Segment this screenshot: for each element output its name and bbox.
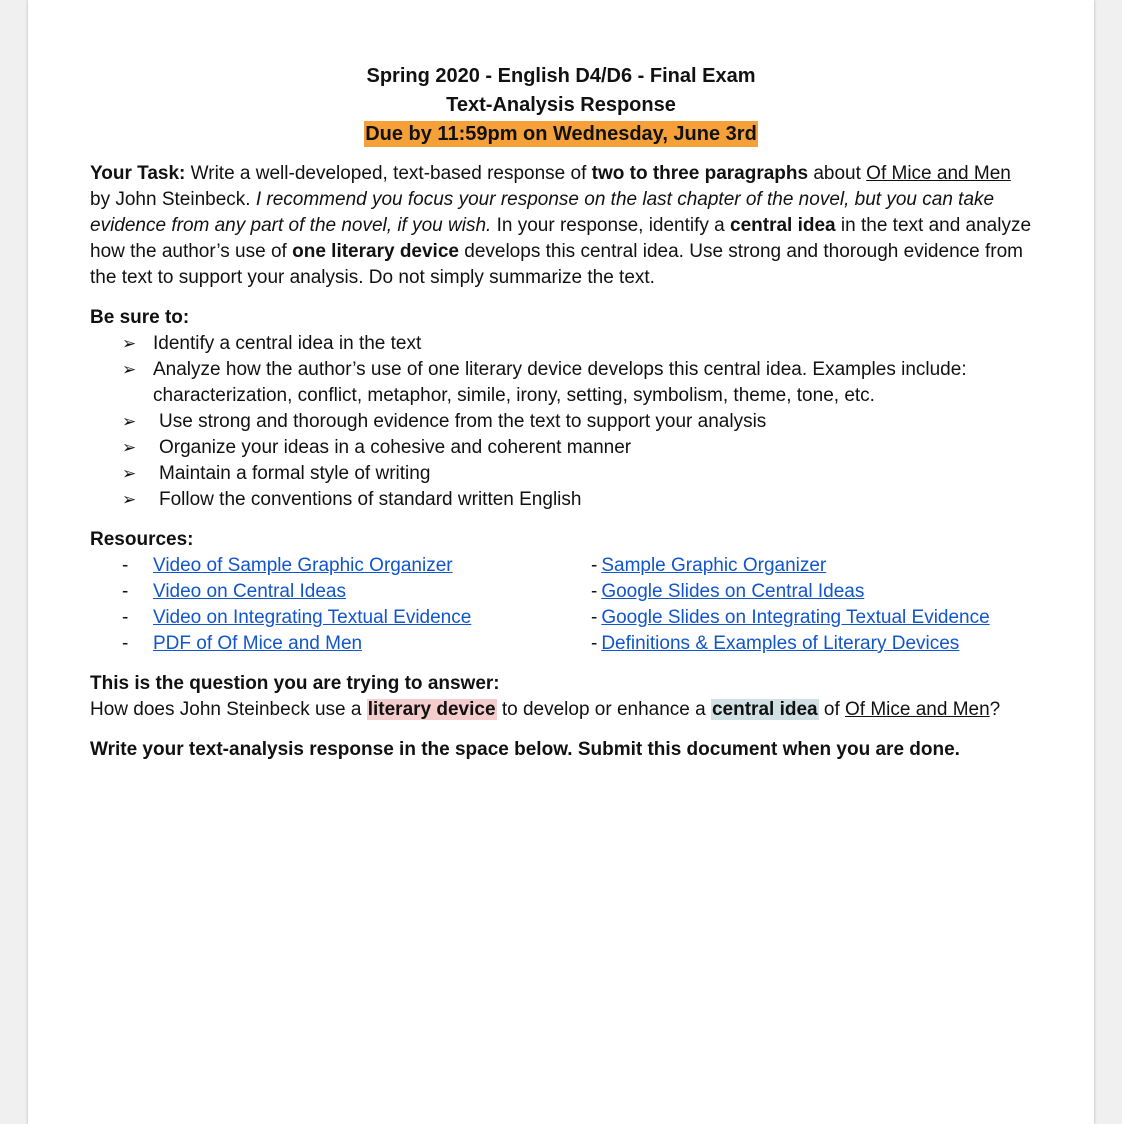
resource-item — [591, 579, 990, 605]
list-item — [90, 409, 1032, 435]
resource-link-slides-textual-evidence[interactable]: Google Slides on Integrating Textual Evidence — [601, 607, 990, 628]
resource-link-pdf-novel[interactable]: PDF of Of Mice and Men — [153, 633, 363, 654]
due-date-highlight: Due by 11:59pm on Wednesday, June 3rd — [365, 123, 757, 145]
highlight-literary-device: literary device — [367, 699, 496, 720]
resource-link-video-central-ideas[interactable]: Video on Central Ideas — [153, 581, 346, 602]
task-bold-literary-device: one literary device — [292, 241, 459, 262]
arrow-bullet-icon: ➢ — [122, 438, 137, 457]
title-block — [90, 62, 1032, 149]
question-heading: This is the question you are trying to answer: — [90, 673, 500, 694]
task-text: In your response, identify a — [491, 215, 731, 236]
dash-bullet: - — [591, 555, 598, 576]
be-sure-heading: Be sure to: — [90, 307, 190, 328]
resource-item — [90, 553, 591, 579]
book-title: Of Mice and Men — [866, 163, 1011, 184]
task-text: Write a well-developed, text-based response of — [185, 163, 592, 184]
dash-bullet: - — [591, 581, 598, 602]
list-item-text: Analyze how the author’s use of one literary device develops this central idea. Examples include: characterization, conflict, metaphor, simile, irony, setting, symbolism, theme, tone, etc. — [153, 359, 967, 406]
resource-item — [591, 631, 990, 657]
resource-item — [90, 605, 591, 631]
resource-link-video-sample-organizer[interactable]: Video of Sample Graphic Organizer — [153, 555, 453, 576]
task-paragraph — [90, 161, 1032, 291]
dash-bullet: - — [122, 581, 129, 602]
dash-bullet: - — [591, 607, 598, 628]
list-item — [90, 461, 1032, 487]
task-bold-central-idea: central idea — [730, 215, 836, 236]
list-item — [90, 487, 1032, 513]
task-text: about — [808, 163, 867, 184]
list-item — [90, 331, 1032, 357]
resources-list — [90, 553, 1032, 657]
list-item-text: Follow the conventions of standard written English — [159, 489, 582, 510]
dash-bullet: - — [591, 633, 598, 654]
question-text: to develop or enhance a — [496, 699, 711, 720]
task-label: Your Task: — [90, 163, 186, 184]
exam-subtitle: Text-Analysis Response — [446, 94, 676, 116]
resource-link-literary-devices[interactable]: Definitions & Examples of Literary Devices — [601, 633, 960, 654]
list-item-text: Organize your ideas in a cohesive and coherent manner — [159, 437, 632, 458]
list-item-text: Identify a central idea in the text — [153, 333, 422, 354]
resource-item — [90, 579, 591, 605]
resources-heading: Resources: — [90, 529, 194, 550]
task-text: by John Steinbeck. — [90, 189, 256, 210]
arrow-bullet-icon: ➢ — [122, 412, 137, 431]
resource-item — [591, 605, 990, 631]
list-item-text: Maintain a formal style of writing — [159, 463, 431, 484]
task-bold-paragraph-count: two to three paragraphs — [591, 163, 809, 184]
dash-bullet: - — [122, 555, 129, 576]
resource-link-sample-organizer[interactable]: Sample Graphic Organizer — [601, 555, 827, 576]
submission-instruction: Write your text-analysis response in the space below. Submit this document when you are done. — [90, 739, 960, 760]
question-paragraph — [90, 697, 1032, 723]
question-text: How does John Steinbeck use a — [90, 699, 367, 720]
resource-link-slides-central-ideas[interactable]: Google Slides on Central Ideas — [601, 581, 865, 602]
task-italic-recommendation: I recommend you focus your response on the last chapter of the novel, but you can take evidence from any part of the novel, if you wish. — [90, 189, 995, 236]
task-text: develops this central idea. Use strong and thorough evidence from the text to support your analysis. Do not simply summarize the text. — [90, 241, 1023, 288]
list-item-text: Use strong and thorough evidence from the text to support your analysis — [159, 411, 767, 432]
exam-title: Spring 2020 - English D4/D6 - Final Exam — [366, 65, 756, 87]
dash-bullet: - — [122, 633, 129, 654]
document-page — [28, 0, 1094, 1124]
resource-link-video-textual-evidence[interactable]: Video on Integrating Textual Evidence — [153, 607, 472, 628]
list-item — [90, 357, 1032, 409]
resource-item — [90, 631, 591, 657]
list-item — [90, 435, 1032, 461]
question-text: ? — [989, 699, 1001, 720]
question-text: of — [818, 699, 845, 720]
arrow-bullet-icon: ➢ — [122, 464, 137, 483]
be-sure-list — [90, 331, 1032, 513]
arrow-bullet-icon: ➢ — [122, 334, 137, 353]
resources-left-column — [90, 553, 591, 657]
highlight-central-idea: central idea — [711, 699, 818, 720]
resources-right-column — [591, 553, 990, 657]
resource-item — [591, 553, 990, 579]
task-text: in the text and analyze how the author’s use of — [90, 215, 1032, 262]
arrow-bullet-icon: ➢ — [122, 490, 137, 509]
arrow-bullet-icon: ➢ — [122, 360, 137, 379]
book-title: Of Mice and Men — [845, 699, 990, 720]
dash-bullet: - — [122, 607, 129, 628]
